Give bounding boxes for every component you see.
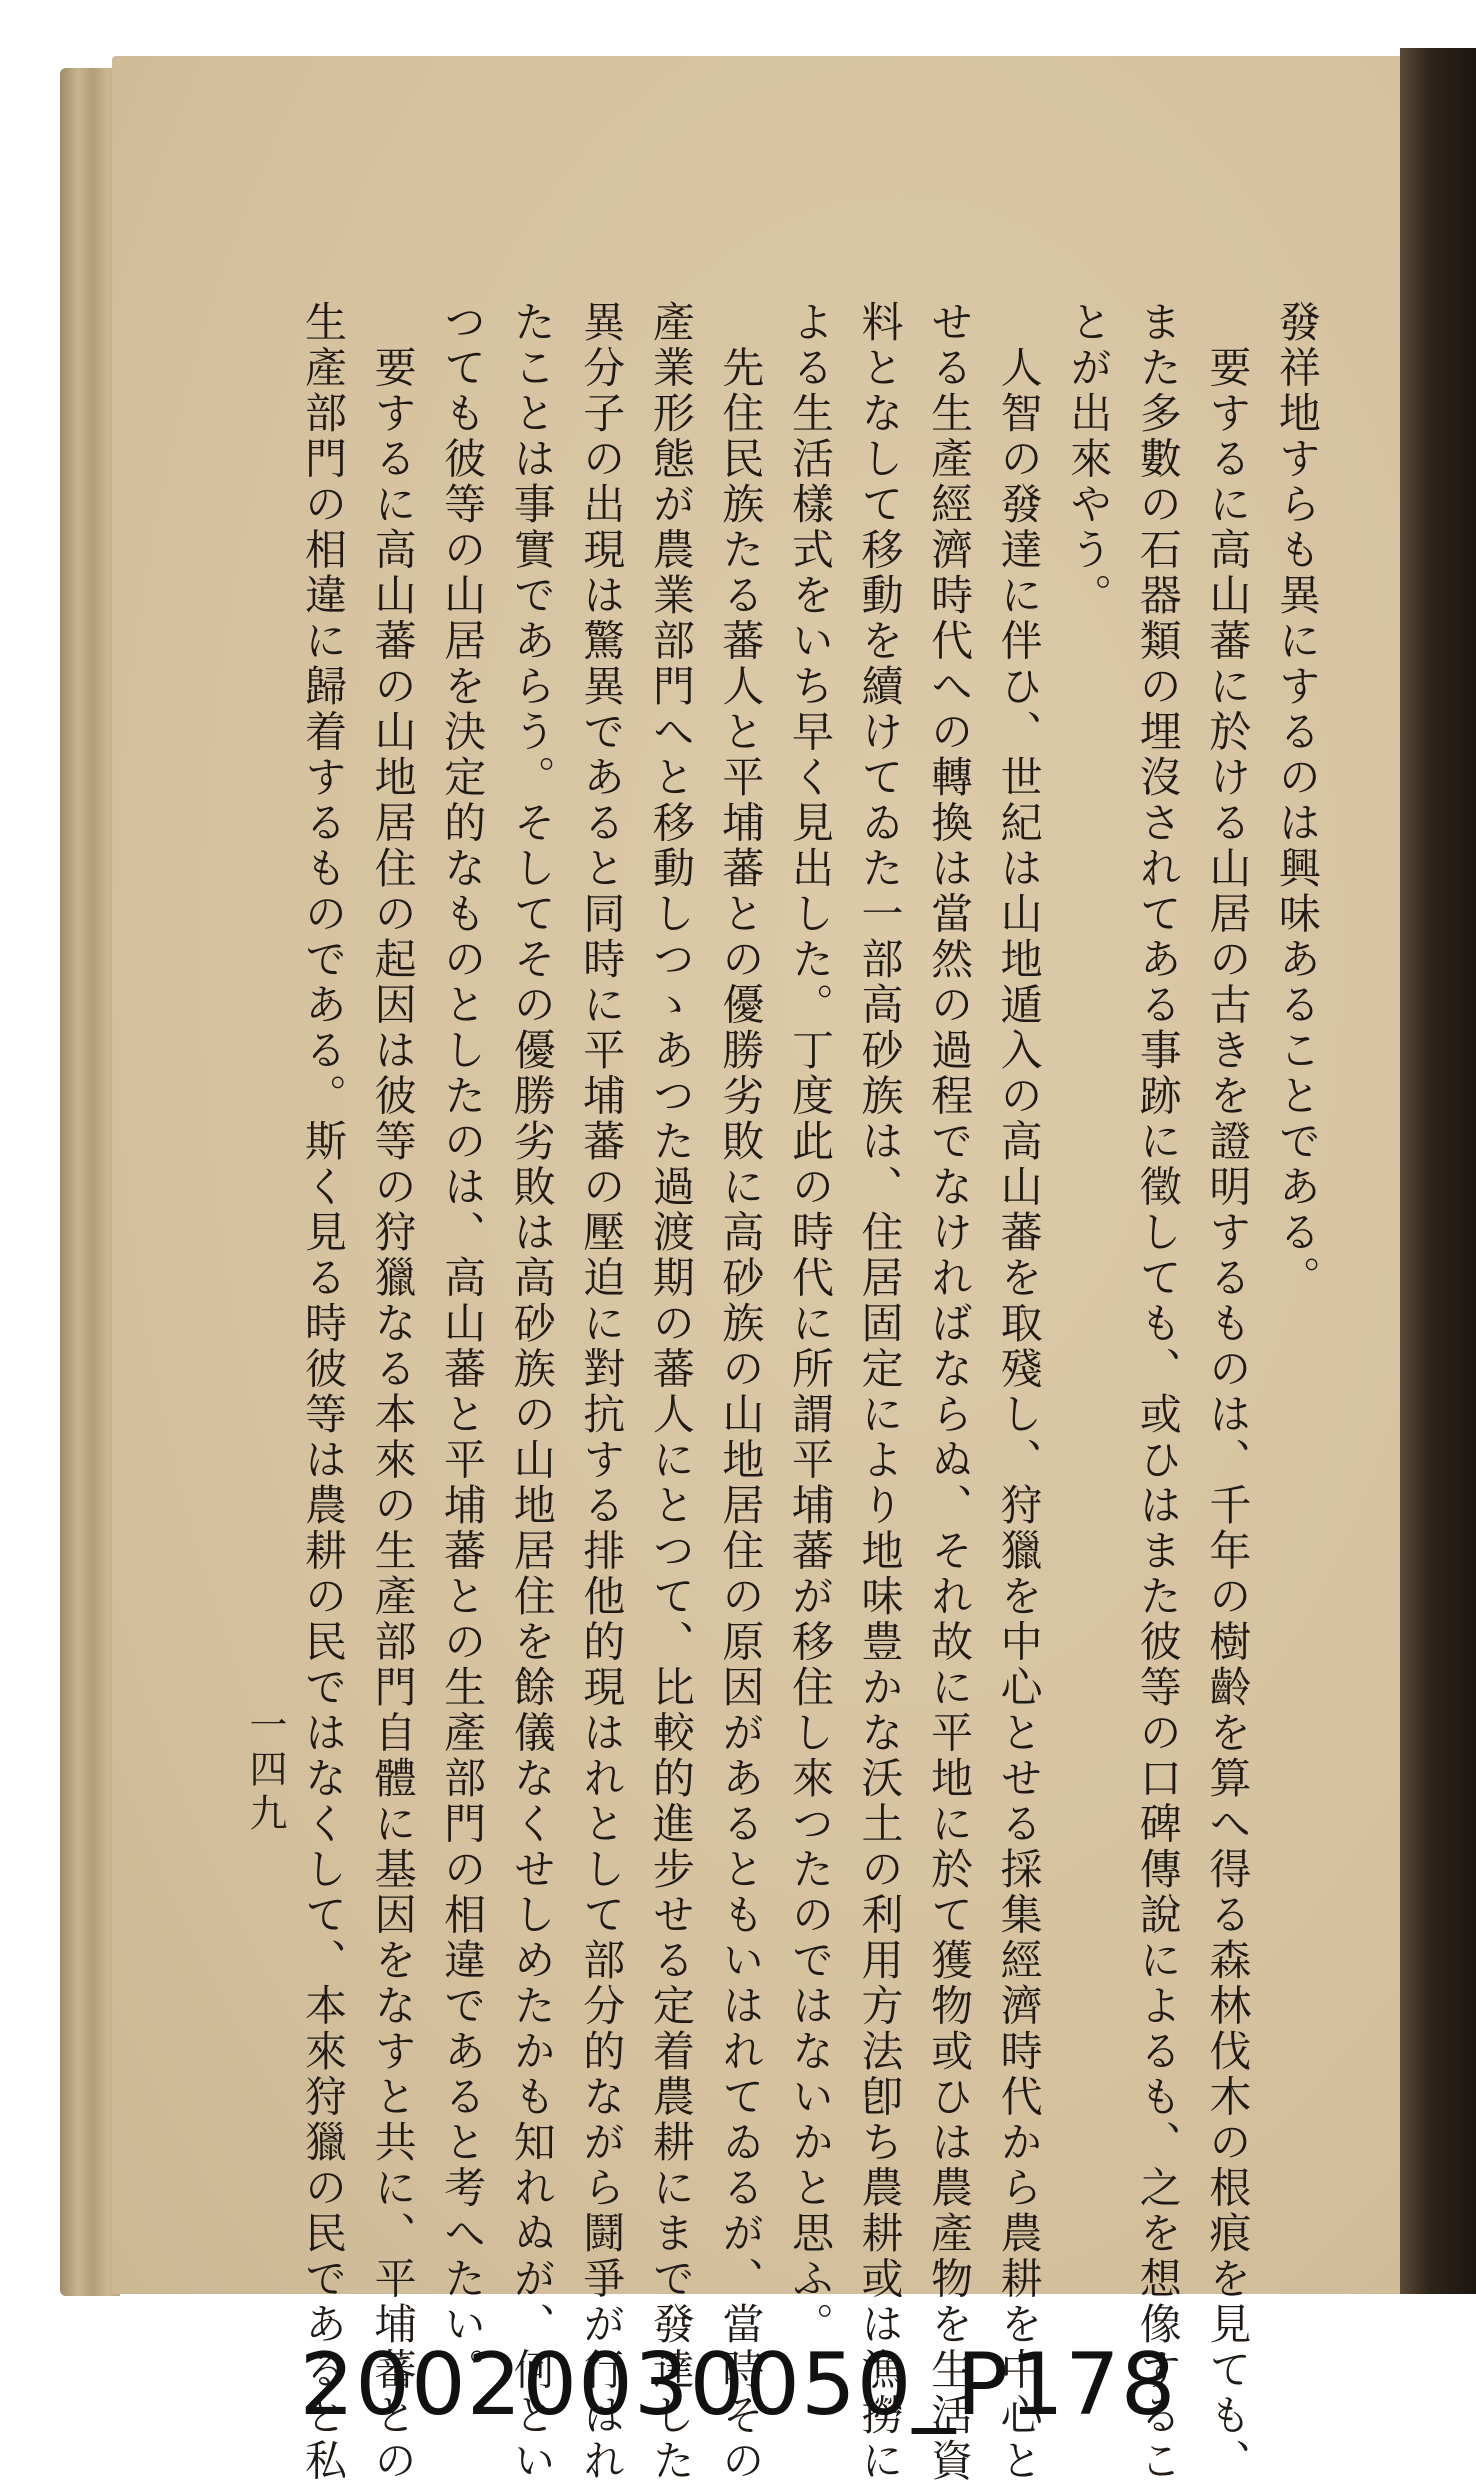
image-caption: 20020030050_P178 <box>299 2335 1177 2435</box>
text-column: 生產部門の相違に歸着するものである。斯く見る時彼等は農耕の民ではなくして、本來狩獵の民であると私 <box>299 300 348 2484</box>
text-column: 要するに高山蕃の山地居住の起因は彼等の狩獵なる本來の生產部門自體に基因をなすと共に、平埔蕃との <box>368 300 418 2484</box>
text-column: とが出來やう。 <box>1064 300 1114 619</box>
text-column: 產業形態が農業部門へと移動しつゝあつた過渡期の蕃人にとつて、比較的進步せる定着農耕にまで發達した <box>646 300 696 2484</box>
page-number: 一四九 <box>243 1705 287 1837</box>
book-gutter-shadow <box>1400 48 1476 2294</box>
text-column: つても彼等の山居を決定的なものとしたのは、高山蕃と平埔蕃との生產部門の相違であると考へたい。 <box>438 300 488 2393</box>
page-edge-stack <box>60 68 120 2296</box>
text-column: 異分子の出現は驚異であると同時に平埔蕃の壓迫に對抗する排他的現はれとして部分的ながら鬪爭が行はれ <box>577 300 627 2484</box>
text-column: たことは事實であらう。そしてその優勝劣敗は高砂族の山地居住を餘儀なくせしめたかも知れぬが、何とい <box>507 300 557 2484</box>
text-column: また多數の石器類の埋沒されてある事跡に徵しても、或ひはまた彼等の口碑傳說によるも、之を想像するこ <box>1133 300 1183 2484</box>
text-column: 要するに高山蕃に於ける山居の古きを證明するものは、千年の樹齡を算へ得る森林伐木の根痕を見ても、 <box>1203 300 1253 2484</box>
text-column: 發祥地すらも異にするのは興味あることである。 <box>1272 300 1322 1301</box>
text-column: よる生活樣式をいち早く見出した。丁度此の時代に所謂平埔蕃が移住し來つたのではないかと思ふ。 <box>785 300 835 2348</box>
text-column: せる生產經濟時代への轉換は當然の過程でなければならぬ、それ故に平地に於て獲物或ひは農產物を生活資 <box>925 300 975 2484</box>
text-column: 先住民族たる蕃人と平埔蕃との優勝劣敗に高砂族の山地居住の原因があるともいはれてゐるが、當時その <box>716 300 766 2484</box>
text-column: 料となして移動を續けてゐた一部高砂族は、住居固定により地味豊かな沃土の利用方法卽ち農耕或は漁撈に <box>855 300 905 2484</box>
text-column: 人智の發達に伴ひ、世紀は山地遁入の高山蕃を取殘し、狩獵を中心とせる採集經濟時代から農耕を中心と <box>994 300 1044 2484</box>
